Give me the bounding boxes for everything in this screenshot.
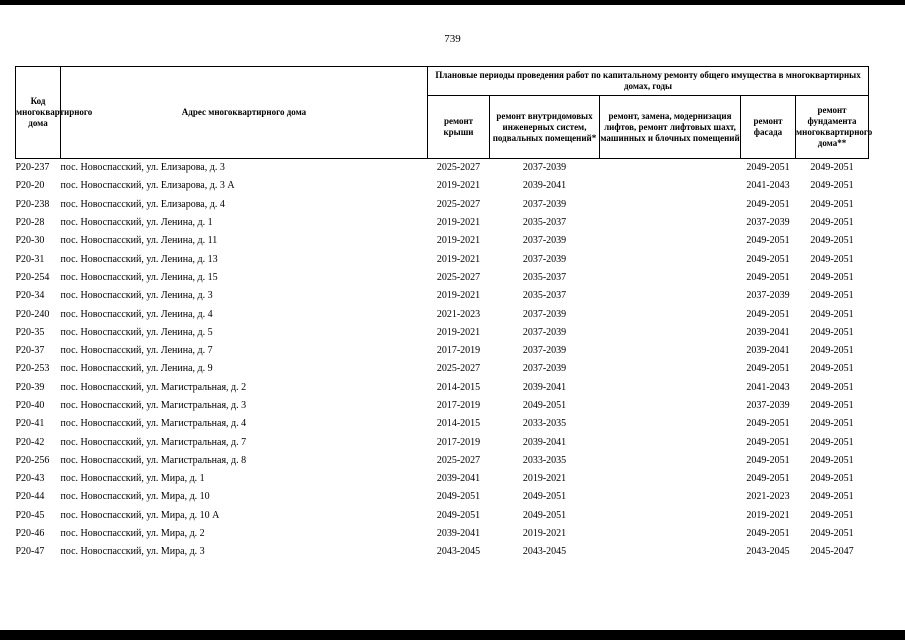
row-address: пос. Новоспасский, ул. Магистральная, д. 4	[60, 418, 247, 430]
row-facade: 2049-2051	[746, 436, 790, 448]
row-facade: 2049-2051	[746, 253, 790, 265]
row-code: Р20-37	[15, 345, 45, 357]
row-elevators	[600, 525, 741, 543]
row-foundation: 2045-2047	[810, 546, 854, 558]
row-code: Р20-240	[15, 308, 50, 320]
row-elevators	[600, 250, 741, 268]
row-facade: 2043-2045	[746, 546, 790, 558]
table-row	[16, 305, 869, 323]
row-address: пос. Новоспасский, ул. Магистральная, д. 3	[60, 400, 247, 411]
row-roof: 2025-2027	[436, 162, 481, 174]
row-elevators	[600, 397, 741, 415]
row-facade: 2049-2051	[746, 528, 790, 540]
row-roof: 2019-2021	[436, 180, 481, 192]
row-facade: 2049-2051	[746, 418, 790, 430]
row-engineering: 2049-2051	[522, 491, 567, 503]
row-code: Р20-253	[15, 363, 50, 375]
header-address: Адрес многоквартирного дома	[61, 67, 428, 159]
header-roof: ремонт крыши	[428, 96, 490, 159]
row-facade: 2049-2051	[746, 271, 790, 283]
row-code: Р20-237	[15, 162, 50, 174]
row-elevators	[600, 452, 741, 470]
row-foundation: 2049-2051	[810, 363, 854, 375]
row-engineering: 2037-2039	[522, 198, 567, 210]
table-row	[16, 324, 869, 342]
row-code: Р20-40	[15, 400, 45, 411]
row-code: Р20-44	[15, 491, 45, 503]
row-facade: 2049-2051	[746, 454, 790, 466]
table-row	[16, 488, 869, 506]
table-row	[16, 214, 869, 232]
row-address: пос. Новоспасский, ул. Ленина, д. 4	[60, 308, 213, 320]
row-foundation: 2049-2051	[810, 253, 854, 265]
row-foundation: 2049-2051	[810, 326, 854, 338]
row-engineering: 2039-2041	[522, 436, 567, 448]
row-address: пос. Новоспасский, ул. Елизарова, д. 3 А	[60, 180, 235, 192]
row-roof: 2019-2021	[436, 326, 481, 338]
row-roof: 2017-2019	[436, 345, 481, 357]
row-facade: 2037-2039	[746, 217, 790, 229]
row-facade: 2049-2051	[746, 308, 790, 320]
row-elevators	[600, 415, 741, 433]
table-row	[16, 342, 869, 360]
row-engineering: 2037-2039	[522, 326, 567, 338]
row-roof: 2019-2021	[436, 290, 481, 302]
table-row	[16, 525, 869, 543]
row-code: Р20-41	[15, 418, 45, 430]
row-engineering: 2039-2041	[522, 381, 567, 393]
row-foundation: 2049-2051	[810, 473, 854, 485]
row-roof: 2014-2015	[436, 381, 481, 393]
row-facade: 2049-2051	[746, 235, 790, 247]
page-number: 739	[444, 33, 461, 45]
row-roof: 2043-2045	[436, 546, 481, 558]
row-roof: 2014-2015	[436, 418, 481, 430]
row-engineering: 2037-2039	[522, 235, 567, 247]
row-address: пос. Новоспасский, ул. Мира, д. 10 А	[60, 509, 220, 521]
row-foundation: 2049-2051	[810, 381, 854, 393]
header-periods: Плановые периоды проведения работ по капитальному ремонту общего имущества в многоквартирных домах, годы	[428, 67, 869, 96]
row-elevators	[600, 360, 741, 378]
row-address: пос. Новоспасский, ул. Магистральная, д. 2	[60, 381, 247, 393]
row-code: Р20-238	[15, 198, 50, 210]
row-address: пос. Новоспасский, ул. Ленина, д. 13	[60, 253, 218, 265]
row-address: пос. Новоспасский, ул. Ленина, д. 3	[60, 290, 213, 302]
row-facade: 2039-2041	[746, 345, 790, 357]
header-foundation: ремонт фундамента многоквартирного дома**	[796, 96, 869, 159]
row-code: Р20-34	[15, 290, 45, 302]
row-roof: 2017-2019	[436, 400, 481, 411]
row-code: Р20-256	[15, 454, 50, 466]
row-engineering: 2049-2051	[522, 400, 567, 411]
row-elevators	[600, 232, 741, 250]
header-code: Код многоквартирного дома	[16, 67, 61, 159]
table-row	[16, 177, 869, 195]
table-row	[16, 543, 869, 561]
row-foundation: 2049-2051	[810, 162, 854, 174]
row-address: пос. Новоспасский, ул. Ленина, д. 7	[60, 345, 213, 357]
row-elevators	[600, 507, 741, 525]
row-foundation: 2049-2051	[810, 180, 854, 192]
row-elevators	[600, 287, 741, 305]
header-engineering: ремонт внутридомовых инженерных систем, подвальных помещений*	[490, 96, 600, 159]
table-row	[16, 507, 869, 525]
row-roof: 2025-2027	[436, 363, 481, 375]
top-border	[0, 0, 905, 5]
row-code: Р20-46	[15, 528, 45, 540]
row-engineering: 2037-2039	[522, 162, 567, 174]
row-facade: 2041-2043	[746, 381, 790, 393]
row-address: пос. Новоспасский, ул. Ленина, д. 15	[60, 271, 218, 283]
row-engineering: 2043-2045	[522, 546, 567, 558]
row-roof: 2019-2021	[436, 217, 481, 229]
table-row	[16, 433, 869, 451]
row-facade: 2049-2051	[746, 363, 790, 375]
row-elevators	[600, 488, 741, 506]
row-facade: 2049-2051	[746, 473, 790, 485]
row-engineering: 2049-2051	[522, 509, 567, 521]
row-engineering: 2037-2039	[522, 345, 567, 357]
row-foundation: 2049-2051	[810, 528, 854, 540]
row-code: Р20-43	[15, 473, 45, 485]
row-facade: 2037-2039	[746, 400, 790, 411]
row-facade: 2021-2023	[746, 491, 790, 503]
row-foundation: 2049-2051	[810, 509, 854, 521]
row-code: Р20-35	[15, 326, 45, 338]
row-address: пос. Новоспасский, ул. Ленина, д. 1	[60, 217, 213, 229]
row-foundation: 2049-2051	[810, 198, 854, 210]
row-elevators	[600, 324, 741, 342]
row-address: пос. Новоспасский, ул. Мира, д. 1	[60, 473, 205, 485]
row-elevators	[600, 305, 741, 323]
row-elevators	[600, 177, 741, 195]
row-engineering: 2019-2021	[522, 528, 567, 540]
row-foundation: 2049-2051	[810, 217, 854, 229]
row-code: Р20-30	[15, 235, 45, 247]
table-row	[16, 452, 869, 470]
row-roof: 2019-2021	[436, 235, 481, 247]
row-roof: 2019-2021	[436, 253, 481, 265]
row-foundation: 2049-2051	[810, 235, 854, 247]
row-elevators	[600, 342, 741, 360]
row-engineering: 2035-2037	[522, 271, 567, 283]
row-roof: 2049-2051	[436, 491, 481, 503]
table-row	[16, 360, 869, 378]
row-elevators	[600, 433, 741, 451]
table-row	[16, 287, 869, 305]
bottom-border	[0, 630, 905, 640]
row-elevators	[600, 196, 741, 214]
row-code: Р20-254	[15, 271, 50, 283]
table-row	[16, 470, 869, 488]
row-engineering: 2033-2035	[522, 418, 567, 430]
row-engineering: 2033-2035	[522, 454, 567, 466]
row-engineering: 2037-2039	[522, 308, 567, 320]
row-facade: 2019-2021	[746, 509, 790, 521]
row-engineering: 2035-2037	[522, 217, 567, 229]
table-body	[16, 159, 869, 562]
row-facade: 2037-2039	[746, 290, 790, 302]
row-elevators	[600, 379, 741, 397]
row-code: Р20-42	[15, 436, 45, 448]
row-facade: 2049-2051	[746, 198, 790, 210]
row-code: Р20-47	[15, 546, 45, 558]
row-address: пос. Новоспасский, ул. Мира, д. 3	[60, 546, 205, 558]
row-engineering: 2019-2021	[522, 473, 567, 485]
table-row	[16, 250, 869, 268]
header-facade: ремонт фасада	[741, 96, 796, 159]
row-facade: 2039-2041	[746, 326, 790, 338]
row-engineering: 2035-2037	[522, 290, 567, 302]
row-code: Р20-20	[15, 180, 45, 192]
row-code: Р20-39	[15, 381, 45, 393]
table-row	[16, 196, 869, 214]
row-address: пос. Новоспасский, ул. Мира, д. 10	[60, 491, 210, 503]
table-row	[16, 415, 869, 433]
row-roof: 2017-2019	[436, 436, 481, 448]
row-foundation: 2049-2051	[810, 491, 854, 503]
row-foundation: 2049-2051	[810, 290, 854, 302]
row-address: пос. Новоспасский, ул. Ленина, д. 11	[60, 235, 218, 247]
row-address: пос. Новоспасский, ул. Ленина, д. 9	[60, 363, 213, 375]
row-elevators	[600, 543, 741, 561]
row-address: пос. Новоспасский, ул. Елизарова, д. 4	[60, 198, 225, 210]
row-facade: 2049-2051	[746, 162, 790, 174]
row-foundation: 2049-2051	[810, 271, 854, 283]
row-foundation: 2049-2051	[810, 454, 854, 466]
header-elevators: ремонт, замена, модернизация лифтов, ремонт лифтовых шахт, машинных и блочных помещений	[600, 96, 741, 159]
row-roof: 2025-2027	[436, 454, 481, 466]
row-address: пос. Новоспасский, ул. Елизарова, д. 3	[60, 162, 225, 174]
row-foundation: 2049-2051	[810, 418, 854, 430]
row-code: Р20-45	[15, 509, 45, 521]
row-roof: 2039-2041	[436, 528, 481, 540]
table-row	[16, 232, 869, 250]
row-address: пос. Новоспасский, ул. Магистральная, д. 8	[60, 454, 247, 466]
row-foundation: 2049-2051	[810, 308, 854, 320]
row-roof: 2025-2027	[436, 271, 481, 283]
table-row	[16, 269, 869, 287]
row-roof: 2021-2023	[436, 308, 481, 320]
capital-repair-table	[15, 66, 873, 562]
table-row	[16, 397, 869, 415]
row-elevators	[600, 269, 741, 287]
row-engineering: 2037-2039	[522, 253, 567, 265]
row-roof: 2025-2027	[436, 198, 481, 210]
row-engineering: 2039-2041	[522, 180, 567, 192]
row-foundation: 2049-2051	[810, 345, 854, 357]
row-elevators	[600, 214, 741, 232]
row-roof: 2039-2041	[436, 473, 481, 485]
row-facade: 2041-2043	[746, 180, 790, 192]
row-elevators	[600, 159, 741, 178]
row-address: пос. Новоспасский, ул. Магистральная, д. 7	[60, 436, 247, 448]
row-foundation: 2049-2051	[810, 400, 854, 411]
row-address: пос. Новоспасский, ул. Мира, д. 2	[60, 528, 205, 540]
table-row	[16, 379, 869, 397]
row-code: Р20-28	[15, 217, 45, 229]
row-address: пос. Новоспасский, ул. Ленина, д. 5	[60, 326, 213, 338]
row-roof: 2049-2051	[436, 509, 481, 521]
row-elevators	[600, 470, 741, 488]
table-row	[16, 159, 869, 178]
row-code: Р20-31	[15, 253, 45, 265]
row-foundation: 2049-2051	[810, 436, 854, 448]
row-engineering: 2037-2039	[522, 363, 567, 375]
